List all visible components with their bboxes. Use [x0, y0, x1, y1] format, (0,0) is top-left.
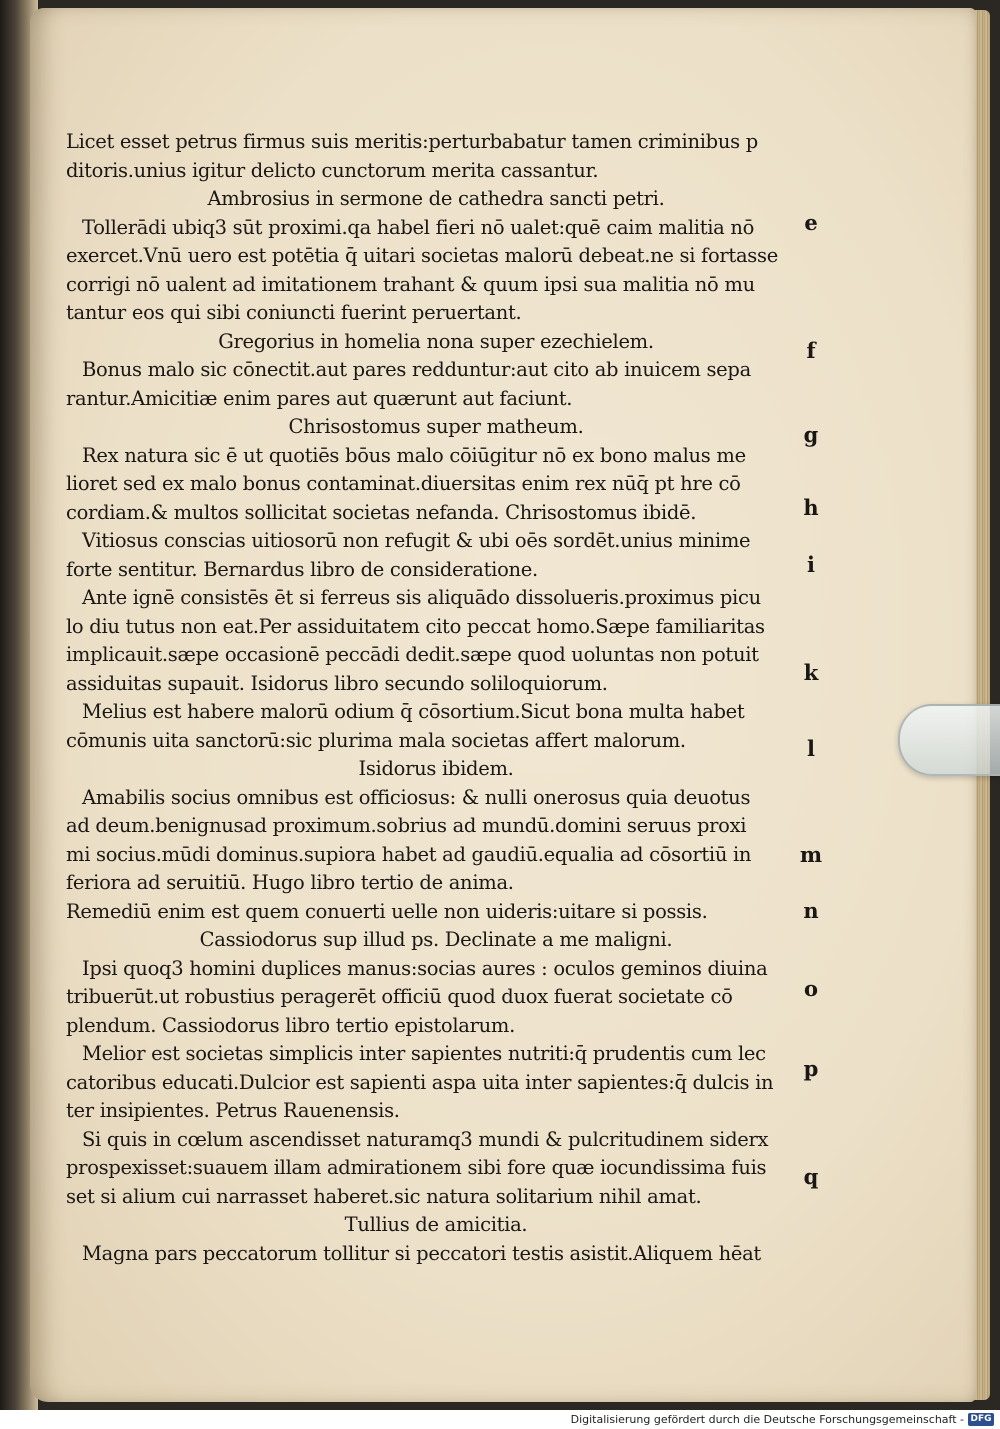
- text-line: assiduitas supauit. Isidorus libro secundo soliloquiorum.: [66, 671, 608, 695]
- footer-bar: [0, 1410, 1000, 1429]
- text-line: cōmunis uita sanctorū:sic plurima mala societas affert malorum.: [66, 728, 686, 752]
- text-line: mi socius.mūdi dominus.supiora habet ad gaudiū.equalia ad cōsortiū in: [66, 842, 752, 866]
- text-line: rantur.Amicitiæ enim pares aut quærunt aut faciunt.: [66, 386, 573, 410]
- text-line: catoribus educati.Dulcior est sapienti aspa uita inter sapientes:q̄ dulcis in: [66, 1070, 774, 1094]
- page-clip: [898, 704, 1000, 776]
- text-line: corrigi nō ualent ad imitationem trahant & quum ipsi sua malitia nō mu: [66, 272, 755, 296]
- text-line: Melior est societas simplicis inter sapientes nutriti:q̄ prudentis cum lec: [82, 1042, 766, 1065]
- text-line: Si quis in cœlum ascendisset naturamq3 mundi & pulcritudinem siderx: [82, 1127, 769, 1151]
- margin-letter: p: [803, 1056, 819, 1081]
- text-line: Bonus malo sic cōnectit.aut pares redduntur:aut cito ab inuicem sepa: [82, 358, 751, 381]
- text-line: Tollerādi ubiq3 sūt proximi.qa habel fieri nō ualet:quē caim malitia nō: [82, 215, 755, 239]
- text-line: Amabilis socius omnibus est officiosus: & nulli onerosus quia deuotus: [82, 785, 751, 809]
- text-line: prospexisset:suauem illam admirationem sibi fore quæ iocundissima fuis: [66, 1156, 767, 1179]
- text-line: forte sentitur. Bernardus libro de consideratione.: [66, 557, 538, 581]
- text-line: Remediū enim est quem conuerti uelle non uideris:uitare si possis.: [66, 899, 708, 923]
- text-line: Magna pars peccatorum tollitur si peccatori testis asistit.Aliquem hēat: [82, 1241, 761, 1265]
- margin-letter: m: [799, 842, 823, 867]
- text-line: Melius est habere malorū odium q̄ cōsortium.Sicut bona multa habet: [82, 700, 745, 723]
- section-heading: Cassiodorus sup illud ps. Declinate a me maligni.: [199, 928, 673, 951]
- margin-letter: o: [803, 976, 818, 1001]
- text-line: lo diu tutus non eat.Per assiduitatem cito peccat homo.Sæpe familiaritas: [66, 614, 765, 638]
- text-line: cordiam.& multos sollicitat societas nefanda. Chrisostomus ibidē.: [66, 500, 697, 524]
- text-line: implicauit.sæpe occasionē peccādi dedit.sæpe quod uoluntas non potuit: [66, 643, 759, 666]
- margin-letter: n: [803, 898, 819, 923]
- margin-letter: i: [807, 552, 815, 577]
- margin-letter: h: [803, 495, 819, 520]
- section-heading: Isidorus ibidem.: [358, 757, 514, 780]
- page-text-block: [66, 128, 806, 1268]
- funding-credit: Digitalisierung gefördert durch die Deutsche Forschungsgemeinschaft -: [570, 1413, 964, 1426]
- margin-letter: g: [803, 422, 819, 447]
- text-line: ditoris.unius igitur delicto cunctorum merita cassantur.: [66, 158, 599, 182]
- text-line: exercet.Vnū uero est potētia q̄ uitari societas malorū debeat.ne si fortasse: [66, 244, 778, 267]
- text-line: Vitiosus conscias uitiosorū non refugit & ubi oēs sordēt.unius minime: [82, 529, 751, 552]
- text-line: plendum. Cassiodorus libro tertio epistolarum.: [66, 1013, 515, 1037]
- text-line: feriora ad seruitiū. Hugo libro tertio de anima.: [66, 871, 514, 894]
- text-line: ad deum.benignusad proximum.sobrius ad mundū.domini seruus proxi: [66, 814, 747, 837]
- text-line: tantur eos qui sibi coniuncti fuerint peruertant.: [66, 301, 522, 324]
- text-line: tribuerūt.ut robustius peragerēt officiū quod duox fuerat societate cō: [66, 985, 733, 1008]
- text-line: ter insipientes. Petrus Rauenensis.: [66, 1099, 400, 1122]
- text-line: Ipsi quoq3 homini duplices manus:socias aures : oculos geminos diuina: [82, 956, 768, 980]
- dfg-logo-icon: DFG: [968, 1413, 994, 1426]
- text-line: Rex natura sic ē ut quotiēs bōus malo cōiūgitur nō ex bono malus me: [82, 443, 746, 467]
- section-heading: Tullius de amicitia.: [344, 1213, 528, 1236]
- margin-letter: e: [804, 210, 818, 235]
- margin-letter: k: [803, 660, 819, 685]
- margin-letter: f: [806, 338, 816, 363]
- margin-letter: q: [803, 1164, 819, 1189]
- text-line: Licet esset petrus firmus suis meritis:perturbabatur tamen criminibus p: [66, 130, 758, 153]
- text-line: set si alium cui narrasset haberet.sic natura solitarium nihil amat.: [66, 1184, 702, 1208]
- section-heading: Chrisostomus super matheum.: [288, 415, 584, 438]
- section-heading: Gregorius in homelia nona super ezechielem.: [218, 329, 654, 353]
- text-line: lioret sed ex malo bonus contaminat.diuersitas enim rex nūq̄ pt hre cō: [66, 472, 741, 495]
- section-heading: Ambrosius in sermone de cathedra sancti petri.: [207, 187, 665, 210]
- text-line: Ante ignē consistēs ēt si ferreus sis aliquādo dissolueris.proximus picu: [82, 586, 761, 609]
- margin-letter: l: [807, 736, 815, 761]
